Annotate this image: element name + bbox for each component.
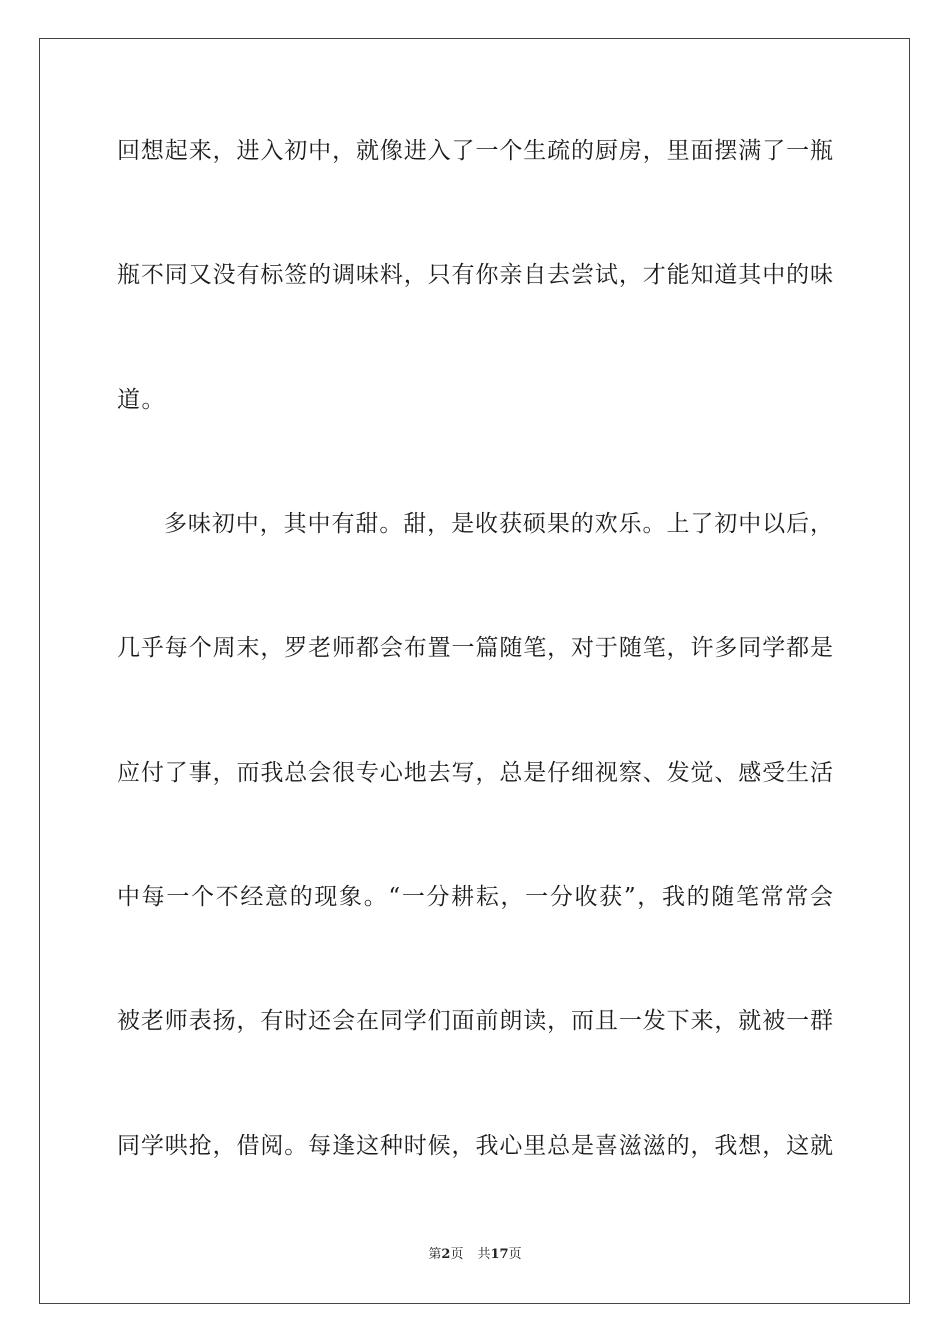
footer-page-suffix: 页 [450,1247,464,1262]
text-line-1: 回想起来，进入初中，就像进入了一个生疏的厨房，里面摆满了一瓶 [117,138,833,164]
footer-total-prefix: 共 [477,1247,491,1262]
text-line-3: 道。 [117,387,166,413]
footer-page-prefix: 第 [428,1247,442,1262]
footer-total-pages: 17 [490,1247,509,1262]
text-line-5: 几乎每个周末，罗老师都会布置一篇随笔，对于随笔，许多同学都是 [117,635,833,661]
text-line-9: 同学哄抢，借阅。每逢这种时候，我心里总是喜滋滋的，我想，这就 [117,1133,833,1159]
page-border [39,38,910,1304]
text-line-6: 应付了事，而我总会很专心地去写，总是仔细视察、发觉、感受生活 [117,760,833,786]
text-line-8: 被老师表扬，有时还会在同学们面前朗读，而且一发下来，就被一群 [117,1008,833,1034]
footer-total-suffix: 页 [508,1247,522,1262]
text-line-7: 中每一个不经意的现象。“一分耕耘，一分收获”，我的随笔常常会 [117,884,833,910]
text-line-4: 多味初中，其中有甜。甜，是收获硕果的欢乐。上了初中以后， [164,511,833,537]
page-footer [0,1246,950,1264]
footer-page-number: 2 [441,1247,451,1262]
text-line-2: 瓶不同又没有标签的调味料，只有你亲自去尝试，才能知道其中的味 [117,262,833,288]
